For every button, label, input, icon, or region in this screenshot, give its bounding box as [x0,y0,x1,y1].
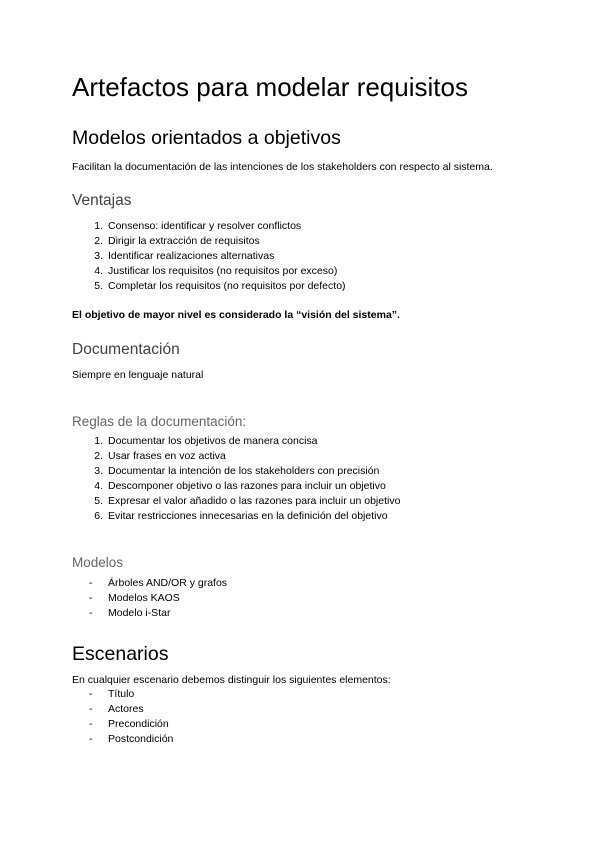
list-item [72,434,400,449]
list-item [72,279,346,294]
list-marker: 3. [94,250,103,262]
list-marker: - [89,703,93,715]
list-item-text: Usar frases en voz activa [108,450,226,462]
documentation-text: Siempre en lenguaje natural [72,369,204,381]
subheading-models: Modelos [72,555,124,570]
list-item [72,494,400,509]
list-item-text: Identificar realizaciones alternativas [108,250,275,262]
list-marker: 1. [94,220,103,232]
section-heading-goals: Modelos orientados a objetivos [72,127,341,149]
list-item-text: Árboles AND/OR y grafos [108,577,228,589]
list-item-text: Dirigir la extracción de requisitos [108,235,260,247]
list-item [72,732,173,747]
list-item [72,509,400,524]
list-marker: 2. [94,235,103,247]
section-heading-scenarios: Escenarios [72,643,169,665]
list-item [72,264,346,279]
list-item [72,234,346,249]
list-item-text: Precondición [108,718,169,730]
list-item [72,606,227,621]
list-item-text: Postcondición [108,733,174,745]
goals-intro: Facilitan la documentación de las intenciones de los stakeholders con respecto al sistema. [72,161,493,173]
list-item-text: Completar los requisitos (no requisitos por defecto) [108,280,346,292]
list-item-text: Descomponer objetivo o las razones para incluir un objetivo [108,480,386,492]
scenarios-intro: En cualquier escenario debemos distinguir los siguientes elementos: [72,674,391,686]
list-marker: 1. [94,435,103,447]
list-item [72,219,346,234]
list-item-text: Expresar el valor añadido o las razones para incluir un objetivo [108,495,401,507]
subheading-rules: Reglas de la documentación: [72,414,247,429]
list-marker: 5. [94,280,103,292]
list-item [72,591,227,606]
rules-list [72,434,400,524]
list-item-text: Evitar restricciones innecesarias en la definición del objetivo [108,510,388,522]
list-item-text: Documentar los objetivos de manera concisa [108,435,318,447]
advantages-list [72,219,346,294]
list-marker: - [89,733,93,745]
list-item [72,464,400,479]
list-item [72,687,173,702]
scenario-elements-list [72,687,173,747]
list-marker: 3. [94,465,103,477]
list-item-text: Justificar los requisitos (no requisitos por exceso) [108,265,338,277]
list-item-text: Modelo i-Star [108,607,171,619]
list-item-text: Documentar la intención de los stakeholders con precisión [108,465,380,477]
vision-note: El objetivo de mayor nivel es considerado la “visión del sistema”. [72,309,400,321]
list-item-text: Consenso: identificar y resolver conflictos [108,220,302,232]
list-item-text: Actores [108,703,144,715]
subheading-advantages: Ventajas [72,192,132,209]
list-marker: - [89,688,93,700]
list-item-text: Modelos KAOS [108,592,180,604]
models-list [72,576,227,621]
list-marker: 5. [94,495,103,507]
page-title: Artefactos para modelar requisitos [72,72,468,102]
subheading-documentation: Documentación [72,341,180,358]
list-item [72,479,400,494]
list-item [72,576,227,591]
list-marker: 4. [94,265,103,277]
list-marker: 6. [94,510,103,522]
list-marker: - [89,592,93,604]
list-marker: - [89,607,93,619]
list-item [72,249,346,264]
list-item [72,702,173,717]
list-marker: - [89,577,93,589]
list-marker: 4. [94,480,103,492]
list-marker: - [89,718,93,730]
list-item [72,449,400,464]
list-marker: 2. [94,450,103,462]
list-item-text: Título [108,688,135,700]
list-item [72,717,173,732]
